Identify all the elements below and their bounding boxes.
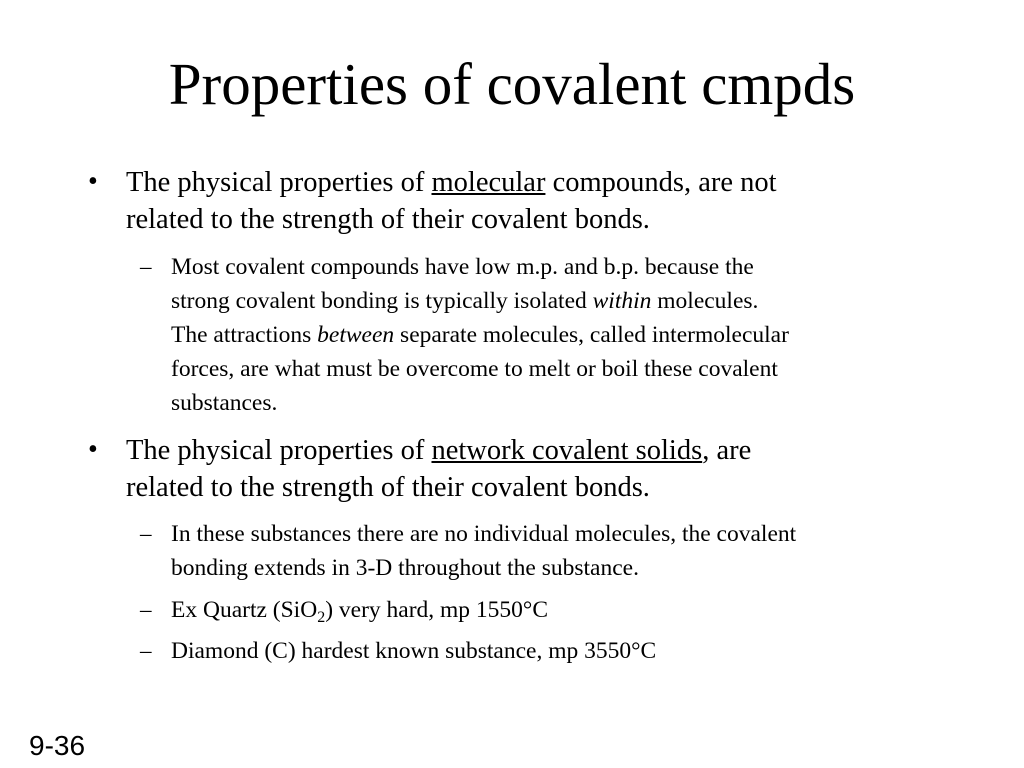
subitem-no-molecules: [171, 517, 951, 585]
bullet-molecular-line-1: The physical properties of molecular compounds, are not: [126, 167, 777, 198]
within-emphasis: within: [592, 288, 652, 314]
sub-line-2: strong covalent bonding is typically isolated within molecules.: [171, 288, 759, 314]
network-term: network covalent solids: [431, 435, 703, 466]
dash-marker: –: [140, 597, 152, 622]
sub-line-4: forces, are what must be overcome to melt or boil these covalent: [171, 356, 778, 382]
bullet-network-line-1: The physical properties of network covalent solids, are: [126, 435, 752, 466]
sub-line-3: The attractions between separate molecules, called intermolecular: [171, 322, 789, 348]
subitem-quartz: Ex Quartz (SiO$_2$) very hard, mp 1550°C: [171, 597, 549, 626]
bullet-network: [126, 432, 926, 506]
dash-marker: –: [140, 638, 152, 663]
subitem-molecular-explanation: [171, 250, 951, 420]
bullet-marker: •: [88, 166, 98, 197]
bullet-molecular-line-2: related to the strength of their covalent bonds.: [126, 204, 650, 235]
molecular-term: molecular: [431, 167, 546, 198]
bullet-marker: •: [88, 434, 98, 465]
between-emphasis: between: [317, 322, 395, 348]
sub-line-1: Most covalent compounds have low m.p. and b.p. because the: [171, 254, 754, 280]
slide-title: Properties of covalent cmpds: [168, 51, 856, 117]
sub-line-2: bonding extends in 3-D throughout the substance.: [171, 555, 639, 581]
subitem-diamond: Diamond (C) hardest known substance, mp 3550°C: [171, 638, 657, 664]
page-number: 9-36: [29, 730, 86, 761]
bullet-molecular: [126, 164, 926, 238]
bullet-network-line-2: related to the strength of their covalent bonds.: [126, 472, 650, 503]
dash-marker: –: [140, 254, 152, 279]
sub-line-5: substances.: [171, 390, 278, 416]
dash-marker: –: [140, 521, 152, 546]
subscript-2: 2: [317, 609, 326, 626]
sub-line-1: In these substances there are no individual molecules, the covalent: [171, 521, 797, 547]
